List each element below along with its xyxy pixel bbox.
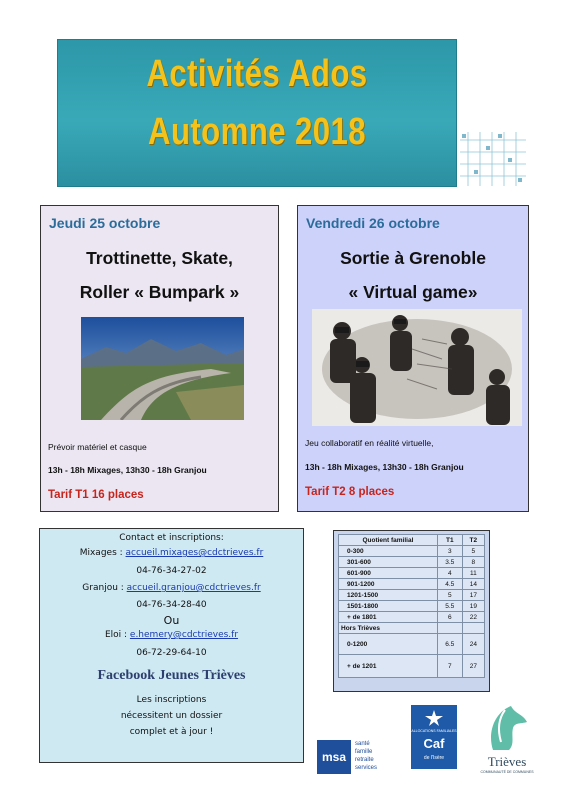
title-banner [57, 39, 457, 187]
caf-mark: Caf [423, 736, 445, 751]
caf-emblem-icon [423, 709, 445, 727]
activity-title-line-2: « Virtual game» [348, 282, 478, 302]
caf-top-text: ALLOCATIONS FAMILIALES [411, 729, 457, 733]
col-header-quotient: Quotient familial [339, 535, 438, 546]
title-line-2: Automne 2018 [148, 111, 366, 153]
cell: 19 [462, 601, 484, 612]
cell: 0-1200 [339, 634, 438, 655]
cell: 11 [462, 568, 484, 579]
tariff-table [338, 534, 485, 678]
cell: + de 1801 [339, 612, 438, 623]
msa-line: services [355, 765, 378, 771]
eloi-label: Eloi : [104, 630, 128, 640]
registration-note-3: complet et à jour ! [129, 727, 214, 737]
tariff-table-panel [333, 530, 490, 692]
activity-date: Jeudi 25 octobre [49, 215, 161, 231]
activity-tarif: Tarif T2 8 places [305, 486, 395, 498]
contact-granjou [40, 583, 303, 593]
title-line-1: Activités Ados [146, 53, 368, 95]
table-row [339, 655, 485, 678]
activity-note: Prévoir matériel et casque [48, 442, 147, 452]
activity-note: Jeu collaboratif en réalité virtuelle, [305, 438, 434, 448]
caf-logo [411, 705, 457, 769]
contact-heading: Contact et inscriptions: [119, 533, 224, 543]
cell: + de 1201 [339, 655, 438, 678]
table-row [339, 601, 485, 612]
cell: 22 [462, 612, 484, 623]
msa-line: santé [355, 741, 370, 747]
cell: 14 [462, 579, 484, 590]
cell: 8 [462, 557, 484, 568]
cell: 5 [462, 546, 484, 557]
cell: 301-600 [339, 557, 438, 568]
trieves-horse-icon [485, 702, 529, 752]
cell: 6 [437, 612, 462, 623]
activity-schedule: 13h - 18h Mixages, 13h30 - 18h Granjou [48, 465, 207, 475]
granjou-label: Granjou : [82, 583, 124, 593]
cell: 24 [462, 634, 484, 655]
cell: 5.5 [437, 601, 462, 612]
activity-title-line-1: Sortie à Grenoble [340, 248, 486, 268]
activity-card-virtual-game [297, 205, 529, 512]
table-row [339, 557, 485, 568]
cell: 601-900 [339, 568, 438, 579]
col-header-t1: T1 [437, 535, 462, 546]
activity-card-skate [40, 205, 279, 512]
table-row [339, 546, 485, 557]
cell: 4.5 [437, 579, 462, 590]
eloi-phone: 06-72-29-64-10 [136, 648, 207, 658]
granjou-email-link[interactable]: accueil.granjou@cdctrieves.fr [126, 583, 261, 593]
contact-mixages [40, 548, 303, 558]
contact-or: Ou [163, 614, 180, 627]
eloi-email-link[interactable]: e.hemery@cdctrieves.fr [129, 630, 239, 640]
caf-sub: de l'Isère [423, 755, 445, 761]
activity-tarif: Tarif T1 16 places [48, 489, 144, 501]
contact-box [39, 528, 304, 763]
cell: 6.5 [437, 634, 462, 655]
mixages-phone: 04-76-34-27-02 [136, 566, 207, 576]
msa-line: famille [355, 749, 373, 755]
cell: 17 [462, 590, 484, 601]
cell: 901-1200 [339, 579, 438, 590]
table-row [339, 568, 485, 579]
cell: 5 [437, 590, 462, 601]
contact-eloi [40, 630, 303, 640]
table-row [339, 590, 485, 601]
activity-title-line-2: Roller « Bumpark » [79, 282, 240, 302]
mixages-email-link[interactable]: accueil.mixages@cdctrieves.fr [125, 548, 264, 558]
registration-note-1: Les inscriptions [136, 695, 207, 705]
cell: 4 [437, 568, 462, 579]
table-row [339, 612, 485, 623]
cell: 3 [437, 546, 462, 557]
registration-note-2: nécessitent un dossier [120, 711, 223, 721]
granjou-phone: 04-76-34-28-40 [136, 600, 207, 610]
trieves-logo [473, 702, 541, 778]
skatepark-photo [81, 317, 244, 420]
table-row [339, 634, 485, 655]
trieves-text: Trièves [487, 754, 527, 769]
activity-schedule: 13h - 18h Mixages, 13h30 - 18h Granjou [305, 462, 464, 472]
cell: 7 [437, 655, 462, 678]
cell: 3.5 [437, 557, 462, 568]
cell: 1501-1800 [339, 601, 438, 612]
facebook-page[interactable]: Facebook Jeunes Trièves [97, 668, 246, 683]
section-hors-trieves: Hors Trièves [339, 623, 438, 634]
table-section-row [339, 623, 485, 634]
table-header-row [339, 535, 485, 546]
decorative-grid [458, 130, 528, 188]
trieves-sub: COMMUNAUTÉ DE COMMUNES [480, 770, 534, 774]
table-row [339, 579, 485, 590]
msa-mark: msa [317, 740, 351, 774]
mixages-label: Mixages : [79, 548, 123, 558]
virtual-reality-photo [312, 309, 522, 426]
cell: 1201-1500 [339, 590, 438, 601]
activity-title-line-1: Trottinette, Skate, [86, 248, 233, 268]
col-header-t2: T2 [462, 535, 484, 546]
cell: 27 [462, 655, 484, 678]
msa-text [355, 740, 377, 772]
activity-date: Vendredi 26 octobre [306, 215, 440, 231]
msa-logo [317, 740, 393, 774]
msa-line: retraite [355, 757, 374, 763]
cell: 0-300 [339, 546, 438, 557]
